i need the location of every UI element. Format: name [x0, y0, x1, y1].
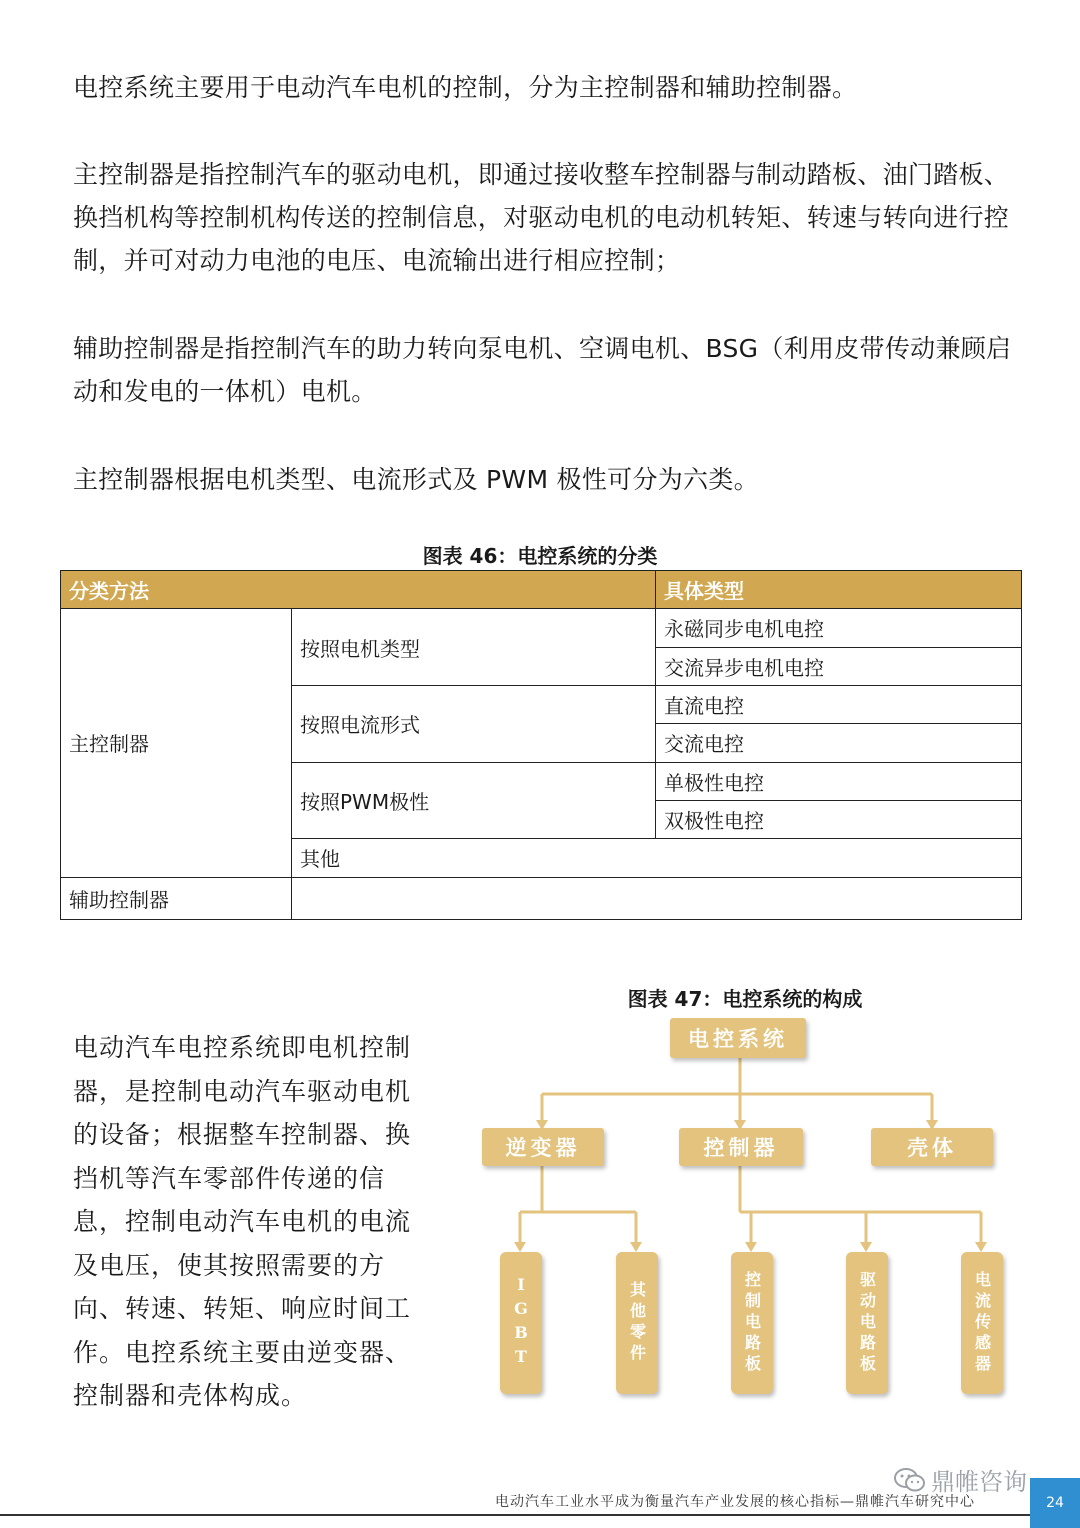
- unipolar-cell: 单极性电控: [656, 762, 1022, 800]
- footer-text: 电动汽车工业水平成为衡量汽车产业发展的核心指标—鼎帷汽车研究中心: [495, 1494, 975, 1510]
- by-current-cell: 按照电流形式: [292, 685, 656, 762]
- header-method: 分类方法: [61, 571, 656, 609]
- other-parts-node: 其他零件: [616, 1252, 658, 1394]
- table-caption: 图表 46：电控系统的分类: [422, 544, 658, 568]
- drive-board-node: 驱动电路板: [846, 1252, 888, 1394]
- header-type: 具体类型: [656, 571, 1022, 609]
- six-types-paragraph: 主控制器根据电机类型、电流形式及 PWM 极性可分为六类。: [73, 465, 759, 494]
- root-node: 电控系统: [670, 1018, 806, 1058]
- chart-caption: 图表 47：电控系统的构成: [627, 987, 863, 1011]
- wechat-icon: [893, 1467, 927, 1493]
- dc-cell: 直流电控: [656, 685, 1022, 723]
- control-board-node: 控制电路板: [731, 1252, 773, 1394]
- composition-chart: [470, 1010, 1030, 1410]
- bipolar-cell: 双极性电控: [656, 800, 1022, 838]
- table-row: [61, 609, 1022, 647]
- igbt-node: IGBT: [500, 1252, 542, 1394]
- housing-node: 壳体: [871, 1128, 993, 1166]
- by-pwm-cell: 按照PWM极性: [292, 762, 656, 839]
- footer-divider: [0, 1514, 1030, 1516]
- ac-cell: 交流电控: [656, 724, 1022, 762]
- aux-controller-paragraph: 辅助控制器是指控制汽车的助力转向泵电机、空调电机、BSG（利用皮带传动兼顾启动和发电的一体机）电机。: [73, 334, 1012, 406]
- by-motor-cell: 按照电机类型: [292, 609, 656, 686]
- aux-empty-cell: [292, 877, 1022, 920]
- current-sensor-node: 电流传感器: [961, 1252, 1003, 1394]
- ac-async-cell: 交流异步电机电控: [656, 647, 1022, 685]
- table-header-row: [61, 571, 1022, 609]
- aux-controller-cell: 辅助控制器: [61, 877, 292, 920]
- controller-node: 控制器: [679, 1128, 803, 1166]
- other-cell: 其他: [292, 839, 1022, 877]
- page-number: 24: [1030, 1478, 1080, 1528]
- watermark-text: 鼎帷咨询: [931, 1468, 1027, 1496]
- main-controller-cell: 主控制器: [61, 609, 292, 877]
- classification-table: [60, 570, 1022, 920]
- ecu-description-paragraph: 电动汽车电控系统即电机控制器，是控制电动汽车驱动电机的设备；根据整车控制器、换挡机等汽车零部件传递的信息，控制电动汽车电机的电流及电压，使其按照需要的方向、转速、转矩、响应时间工作。电控系统主要由逆变器、控制器和壳体构成。: [73, 1033, 412, 1410]
- table-row: [61, 877, 1022, 920]
- intro-paragraph: 电控系统主要用于电动汽车电机的控制，分为主控制器和辅助控制器。: [73, 73, 858, 102]
- pm-sync-cell: 永磁同步电机电控: [656, 609, 1022, 647]
- inverter-node: 逆变器: [482, 1128, 604, 1166]
- main-controller-paragraph: 主控制器是指控制汽车的驱动电机，即通过接收整车控制器与制动踏板、油门踏板、换挡机构等控制机构传送的控制信息，对驱动电机的电动机转矩、转速与转向进行控制，并可对动力电池的电压、电流输出进行相应控制；: [73, 160, 1010, 275]
